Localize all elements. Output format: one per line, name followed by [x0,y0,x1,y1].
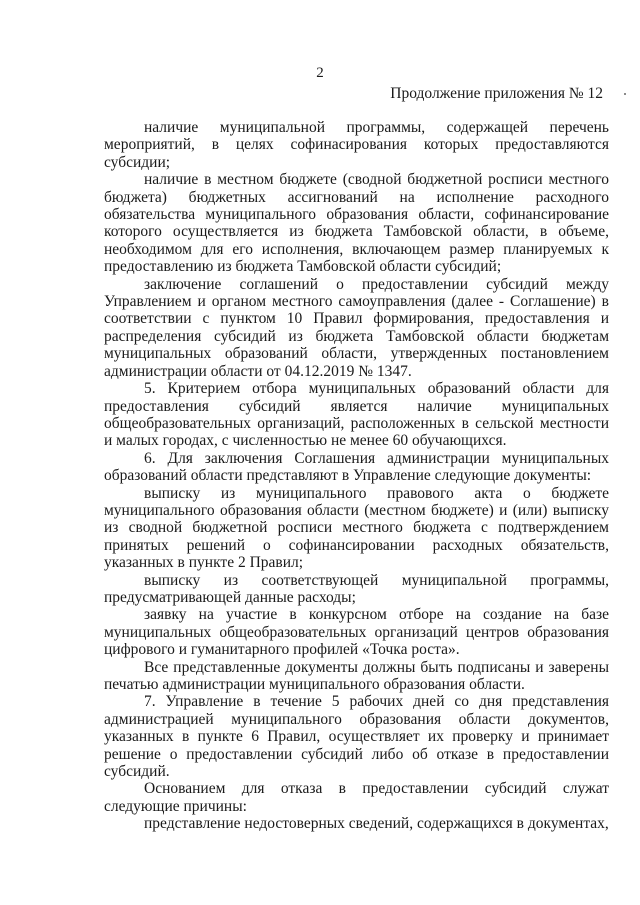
paragraph-refusal-grounds: Основанием для отказа в предоставлении субсидий служат следующие причины: [104,780,609,815]
paragraph-item-7: 7. Управление в течение 5 рабочих дней со дня представления администрацией муниципального образования области документов, указанных в пункте 6 Правил, осуществляет их проверку и принимает решение о предоставлении субсидий либо об отказе в предоставлении субсидий. [104,693,609,781]
paragraph-signatures: Все представленные документы должны быть подписаны и заверены печатью администрации муниципального образования области. [104,658,609,693]
paragraph-application: заявку на участие в конкурсном отборе на создание на базе муниципальных общеобразовательных организаций центров образования цифрового и гуманитарного профилей «Точка роста». [104,606,609,659]
paragraph-program: наличие муниципальной программы, содержащей перечень мероприятий, в целях софинасирования которых предоставляются субсидии; [104,119,609,171]
paragraph-agreement: заключение соглашений о предоставлении субсидий между Управлением и органом местного самоуправления (далее - Соглашение) в соответствии с пунктом 10 Правил формирования, предоставления и распределения субсидий из бюджета Тамбовской области бюджетам муниципальных образований области, утвержденных постановлением администрации области от 04.12.2019 № 1347. [104,275,609,380]
appendix-continuation-header: Продолжение приложения № 12 [390,85,603,102]
paragraph-item-5: 5. Критерием отбора муниципальных образований области для предоставления субсидий является наличие муниципальных общеобразовательных организаций, расположенных в сельской местности и малых городах, с численностью не менее 60 обучающихся. [104,380,609,450]
scan-dot [624,93,626,95]
paragraph-item-6: 6. Для заключения Соглашения администрации муниципальных образований области представляют в Управление следующие документы: [104,449,609,485]
paragraph-budget-extract: выписку из муниципального правового акта о бюджете муниципального образования области (местном бюджете) и (или) выписку из сводной бюджетной росписи местного бюджета с подтверждением принятых решений о софинансировании расходных обязательств, указанных в пункте 2 Правил; [104,484,609,572]
paragraph-program-extract: выписку из соответствующей муниципальной программы, предусматривающей данные расходы; [104,571,609,606]
document-body [104,119,609,833]
paragraph-budget: наличие в местном бюджете (сводной бюджетной росписи местного бюджета) бюджетных ассигнований на исполнение расходного обязательства муниципального образования области, софинансирование которого осуществляется из бюджета Тамбовской области, в объеме, необходимом для его исполнения, включающем размер планируемых к предоставлению из бюджета Тамбовской области субсидий; [104,171,609,276]
page-number: 2 [316,65,324,81]
paragraph-false-info: представление недостоверных сведений, содержащихся в документах, [144,815,609,833]
